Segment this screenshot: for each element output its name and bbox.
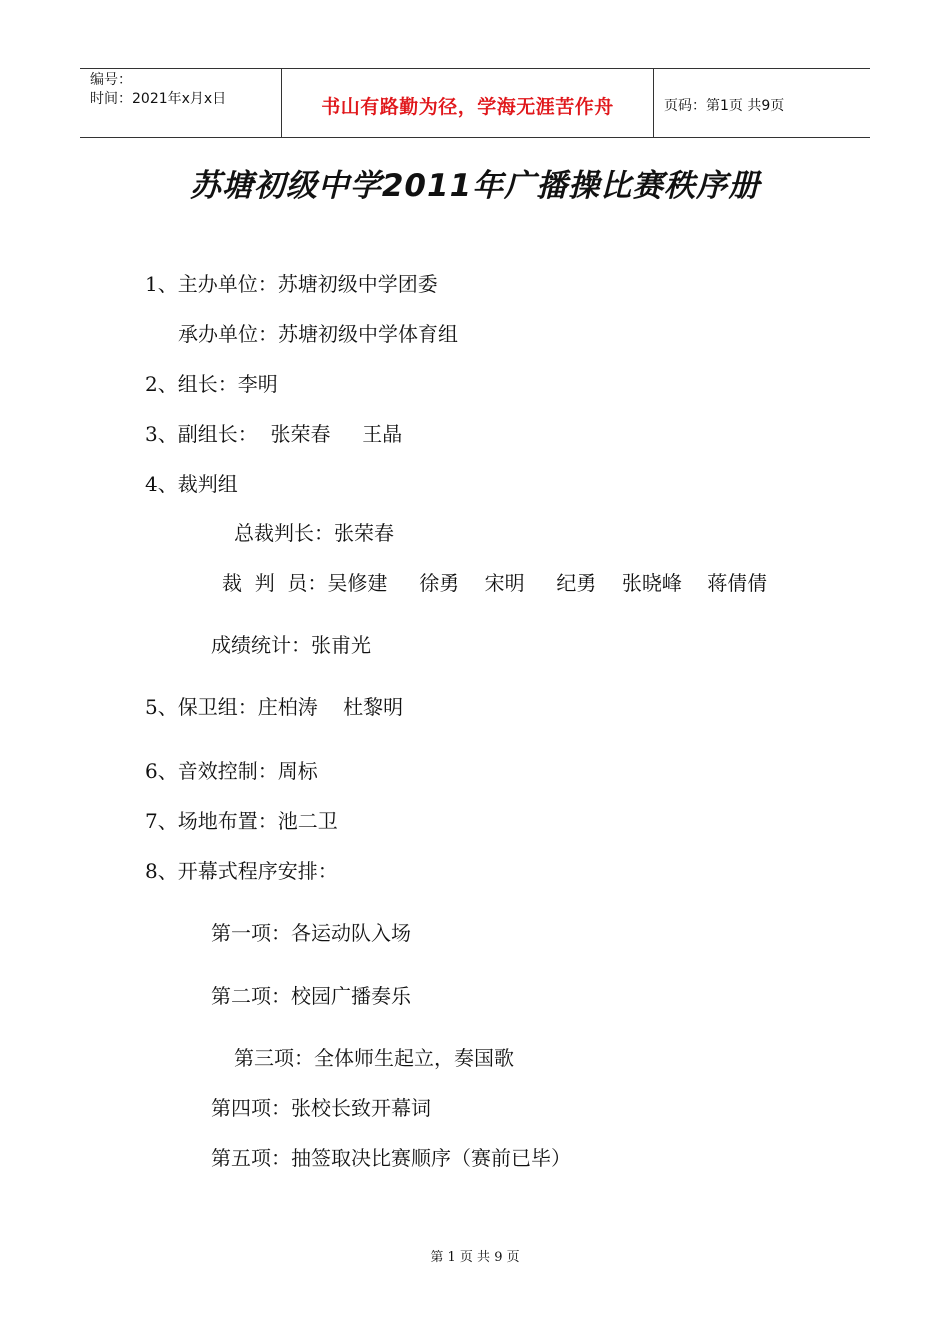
body-line-item-4: 第四项：张校长致开幕词 [211,1096,431,1120]
number-label: 编号： [90,72,132,88]
body-line-security: 5、保卫组：庄柏涛 杜黎明 [145,695,404,719]
header-page-info: 页码：第1页 共9页 [664,98,785,114]
body-line-item-5: 第五项：抽签取决比赛顺序（赛前已毕） [211,1146,571,1170]
header-meta [80,69,282,137]
header-motto: 书山有路勤为径，学海无涯苦作舟 [321,95,614,118]
body-line-sound: 6、音效控制：周标 [145,759,318,783]
body-line-leader: 2、组长：李明 [145,372,278,396]
body-line-item-1: 第一项：各运动队入场 [211,921,411,945]
document-header [80,68,870,138]
body-line-item-3: 第三项：全体师生起立，奏国歌 [234,1046,514,1070]
body-line-deputy-leader: 3、副组长： 张荣春 王晶 [145,422,403,446]
body-line-referee-group: 4、裁判组 [145,472,238,496]
page-footer: 第 1 页 共 9 页 [430,1250,520,1265]
body-line-chief-referee: 总裁判长：张荣春 [234,521,394,545]
header-motto-cell [282,69,654,137]
body-line-organizer: 1、主办单位：苏塘初级中学团委 [145,272,438,296]
body-line-opening-program: 8、开幕式程序安排： [145,859,338,883]
body-line-venue: 7、场地布置：池二卫 [145,809,338,833]
body-line-co-organizer: 承办单位：苏塘初级中学体育组 [178,322,458,346]
body-line-item-2: 第二项：校园广播奏乐 [211,984,411,1008]
body-line-referees: 裁 判 员：吴修建 徐勇 宋明 纪勇 张晓峰 蒋倩倩 [222,571,768,595]
document-title: 苏塘初级中学2011年广播操比赛秩序册 [189,168,761,204]
date-label: 时间：2021年x月x日 [90,91,227,107]
body-line-scoring: 成绩统计：张甫光 [211,633,371,657]
